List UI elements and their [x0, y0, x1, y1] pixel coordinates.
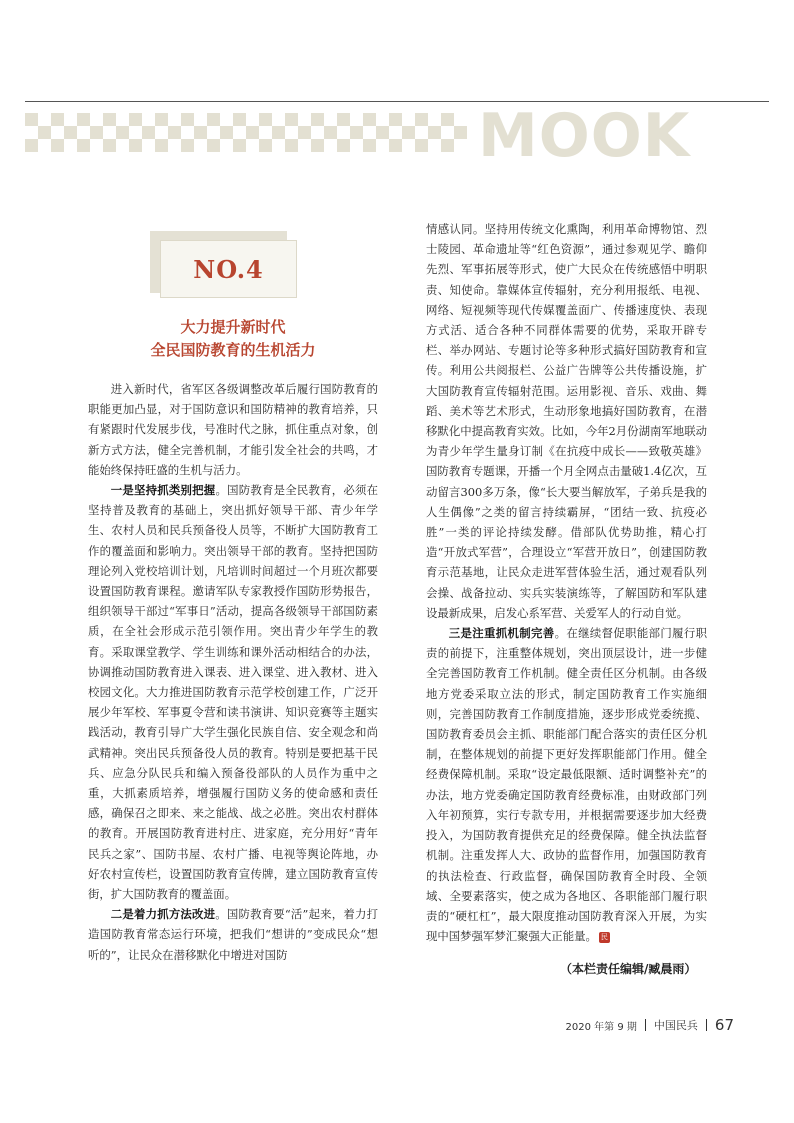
- checker-square: [285, 139, 298, 152]
- issue-label: 2020 年第 9 期: [565, 1021, 637, 1033]
- checker-square: [272, 126, 285, 139]
- body-paragraph: [88, 480, 378, 904]
- checker-square: [415, 113, 428, 126]
- paragraph-lead: 三是注重抓机制完善: [448, 626, 555, 641]
- checker-square: [389, 139, 402, 152]
- body-paragraph: [88, 904, 378, 965]
- checker-square: [389, 113, 402, 126]
- checker-square: [402, 126, 415, 139]
- checker-square: [51, 139, 64, 152]
- paragraph-lead: 一是坚持抓类别把握: [110, 483, 216, 498]
- checker-square: [155, 113, 168, 126]
- checker-square: [25, 139, 38, 152]
- body-paragraph: [426, 623, 707, 946]
- checker-square: [129, 139, 142, 152]
- checker-square: [51, 113, 64, 126]
- checker-square: [103, 139, 116, 152]
- checker-square: [77, 139, 90, 152]
- checker-square: [233, 113, 246, 126]
- intro-paragraph: 进入新时代，省军区各级调整改革后履行国防教育的职能更加凸显，对于国防意识和国防精神的教育培养，只有紧跟时代发展步伐，号准时代之脉，抓住重点对象，创新方式方法，健全完善机制，才能引发全社会的共鸣，才能始终保持旺盛的生机与活力。: [88, 382, 378, 477]
- checker-square: [38, 126, 51, 139]
- footer-divider: [645, 1019, 646, 1031]
- checker-square: [428, 126, 441, 139]
- checker-square: [90, 126, 103, 139]
- end-mark-icon: 民: [600, 932, 608, 941]
- checker-square: [259, 113, 272, 126]
- checker-square: [376, 126, 389, 139]
- checker-square: [116, 126, 129, 139]
- checker-square: [207, 139, 220, 152]
- paragraph-text: 。国防教育要“活”起来，着力打造国防教育常态运行环境，把我们“想讲的”变成民众“想听的”，让民众在潜移默化中增进对国防: [88, 907, 378, 962]
- page-footer: [566, 1016, 734, 1034]
- checker-square: [454, 126, 467, 139]
- page-number: 67: [714, 1016, 734, 1034]
- checker-square: [337, 139, 350, 152]
- checker-square: [168, 126, 181, 139]
- checker-square: [285, 113, 298, 126]
- right-column: [426, 219, 707, 946]
- checker-square: [194, 126, 207, 139]
- footer-divider: [706, 1019, 707, 1031]
- checker-square: [129, 113, 142, 126]
- checker-square: [298, 126, 311, 139]
- checker-square: [142, 126, 155, 139]
- paragraph-text: 。在继续督促职能部门履行职责的前提下，注重整体规划，突出顶层设计，进一步健全完善国防教育工作机制。健全责任区分机制。由各级地方党委采取立法的形式，制定国防教育工作实施细则，完善国防教育工作制度措施，逐步形成党委统揽、国防教育委员会主抓、职能部门配合落实的责任区分机制，在整体规划的前提下更好发挥职能部门作用。健全经费保障机制。采取“设定最低限额、适时调整补充”的办法，地方党委确定国防教育经费标准，由财政部门列入年初预算，实行专款专用，并根据需要逐步加大经费投入，为国防教育提供充足的经费保障。健全执法监督机制。注重发挥人大、政协的监督作用，加强国防教育的执法检查、行政监督，确保国防教育全时段、全领域、全要素落实，使之成为各地区、各职能部门履行职责的“硬杠杠”，最大限度推动国防教育深入开展，为实现中国梦强军梦汇聚强大正能量。: [426, 626, 707, 944]
- checker-square: [415, 139, 428, 152]
- checker-square: [155, 139, 168, 152]
- paragraph-lead: 二是着力抓方法改进: [110, 907, 216, 922]
- checker-square: [441, 139, 454, 152]
- body-paragraph: 情感认同。坚持用传统文化熏陶，利用革命博物馆、烈士陵园、革命遗址等“红色资源”，通过参观见学、瞻仰先烈、军事拓展等形式，使广大民众在传统感悟中明职责、知使命。靠媒体宣传辐射，充分利用报纸、电视、网络、短视频等现代传媒覆盖面广、传播速度快、表现方式活、适合各种不同群体需要的优势，采取开辟专栏、举办网站、专题讨论等多种形式搞好国防教育和宣传。利用公共阅报栏、公益广告牌等公共传播设施，扩大国防教育宣传辐射范围。运用影视、音乐、戏曲、舞蹈、美术等艺术形式，生动形象地搞好国防教育，在潜移默化中提高教育实效。比如，今年2月份湖南军地联动为青少年学生量身订制《在抗疫中成长——致敬英雄》国防教育专题课，开播一个月全网点击量破1.4亿次，互动留言300多万条，像“长大要当解放军，子弟兵是我的人生偶像”之类的留言持续霸屏，“团结一致、抗疫必胜”一类的评论持续发酵。借部队优势助推，精心打造“开放式军营”，合理设立“军营开放日”，创建国防教育示范基地，让民众走进军营体验生活，通过观看队列会操、战备拉动、实兵实装演练等，了解国防和军队建设最新成果，启发心系军营、关爱军人的行动自觉。: [426, 222, 707, 620]
- checker-square: [363, 139, 376, 152]
- masthead-mook: MOOK: [478, 101, 691, 171]
- checker-square: [441, 113, 454, 126]
- checker-square: [181, 113, 194, 126]
- checker-square: [259, 139, 272, 152]
- checker-square: [233, 139, 246, 152]
- left-column: [88, 379, 378, 965]
- checker-square: [350, 126, 363, 139]
- checker-square: [324, 126, 337, 139]
- section-number: NO.4: [193, 254, 264, 284]
- checker-square: [103, 113, 116, 126]
- checker-square: [77, 113, 90, 126]
- checker-square: [207, 113, 220, 126]
- paragraph-text: 。国防教育是全民教育，必须在坚持普及教育的基础上，突出抓好领导干部、青少年学生、农村人员和民兵预备役人员等，不断扩大国防教育工作的覆盖面和影响力。突出领导干部的教育。坚持把国防理论列入党校培训计划，凡培训时间超过一个月班次都要设置国防教育课程。邀请军队专家教授作国防形势报告，组织领导干部过“军事日”活动，提高各级领导干部国防素质，在全社会形成示范引领作用。突出青少年学生的教育。采取课堂教学、学生训练和课外活动相结合的办法，协调推动国防教育进入课表、进入课堂、进入教材、进入校园文化。大力推进国防教育示范学校创建工作，广泛开展少年军校、军事夏令营和读书演讲、知识竞赛等主题实践活动，教育引导广大学生强化民族自信、安全观念和尚武精神。突出民兵预备役人员的教育。特别是要把基干民兵、应急分队民兵和编入预备役部队的人员作为重中之重，大抓素质培养，增强履行国防义务的使命感和责任感，确保召之即来、来之能战、战之必胜。突出农村群体的教育。开展国防教育进村庄、进家庭，充分用好“青年民兵之家”、国防书屋、农村广播、电视等舆论阵地，办好农村宣传栏，设置国防教育宣传牌，建立国防教育宣传街，扩大国防教育的覆盖面。: [88, 483, 378, 902]
- checker-square: [246, 126, 259, 139]
- article-title-line-2: 全民国防教育的生机活力: [150, 341, 316, 359]
- checker-square: [311, 139, 324, 152]
- checker-square: [311, 113, 324, 126]
- section-badge: [160, 240, 297, 298]
- editor-note: （本栏责任编辑/臧晨雨）: [560, 962, 697, 976]
- checker-square: [181, 139, 194, 152]
- checker-square: [25, 113, 38, 126]
- checker-square: [220, 126, 233, 139]
- article-title-line-1: 大力提升新时代: [180, 318, 286, 336]
- magazine-name: 中国民兵: [653, 1019, 698, 1032]
- checker-square: [64, 126, 77, 139]
- checker-square: [337, 113, 350, 126]
- checker-square: [363, 113, 376, 126]
